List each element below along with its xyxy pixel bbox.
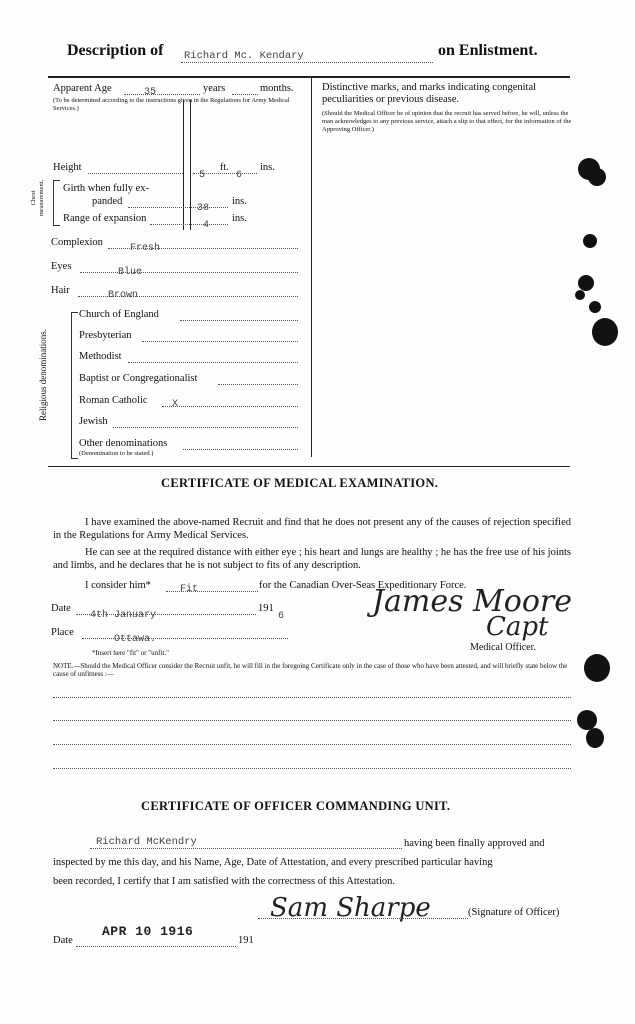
consider-suffix: for the Canadian Over-Seas Expeditionary Force.	[259, 580, 467, 591]
religion-item: Church of England	[79, 309, 159, 320]
punch-hole	[592, 318, 618, 346]
eyes-value: Blue	[118, 267, 143, 278]
medical-year-prefix: 191	[258, 603, 274, 614]
punch-hole	[586, 728, 604, 748]
commanding-recruit-name: Richard McKendry	[96, 836, 197, 848]
signature-officer-label: (Signature of Officer)	[468, 907, 560, 918]
unfit-line	[53, 697, 571, 698]
religion-dotted	[218, 384, 298, 385]
unfit-line	[53, 720, 571, 721]
ft-label: ft.	[220, 162, 229, 173]
range-dotted	[150, 224, 228, 225]
punch-hole	[588, 168, 606, 186]
unfit-line	[53, 768, 571, 769]
girth-label-2: panded	[92, 196, 123, 207]
religion-item: Jewish	[79, 416, 108, 427]
punch-hole	[589, 301, 601, 313]
section-rule	[48, 466, 570, 467]
years-label: years	[203, 83, 226, 94]
unfit-line	[53, 744, 571, 745]
girth-dotted	[128, 207, 228, 208]
chest-brace	[53, 180, 60, 226]
religion-brace	[71, 312, 78, 459]
religion-note: (Denomination to be stated.)	[79, 450, 154, 457]
religion-dotted	[142, 341, 298, 342]
insert-note: *Insert here "fit" or "unfit."	[92, 649, 169, 657]
marks-heading: Distinctive marks, and marks indicating congenital peculiarities or previous disease.	[322, 82, 537, 105]
complexion-value: Fresh	[130, 243, 161, 254]
range-ins-label: ins.	[232, 213, 247, 224]
commanding-date-dotted	[76, 946, 236, 947]
medical-note: NOTE.—Should the Medical Officer consider the Recruit unfit, he will fill in the foregoing Certificate only in the case of those who have been attested, and will briefly state below the cause of unfitness :—	[53, 662, 568, 678]
commanding-year-prefix: 191	[238, 935, 254, 946]
height-label: Height	[53, 162, 82, 173]
religion-item: Other denominations	[79, 438, 168, 449]
complexion-label: Complexion	[51, 237, 103, 248]
religion-side-label: Religious denominations.	[38, 329, 48, 421]
age-years-value: 35	[144, 87, 157, 98]
girth-ins-label: ins.	[232, 196, 247, 207]
medical-date-value: 4th January	[90, 610, 157, 621]
punch-hole	[583, 234, 597, 248]
medical-para-2: He can see at the required distance with either eye ; his heart and lungs are healthy ; he has the free use of his joints and limbs, and he declares that he is not subject to fits of any description.	[53, 547, 571, 571]
punch-hole	[578, 275, 594, 291]
consider-label: I consider him*	[85, 580, 151, 591]
medical-para-1: I have examined the above-named Recruit and find that he does not present any of the causes of rejection specified in the Regulations for Army Medical Services.	[53, 517, 571, 541]
religion-dotted	[128, 362, 298, 363]
hair-value: Brown	[108, 290, 139, 301]
commanding-date-label: Date	[53, 935, 73, 946]
commanding-heading: CERTIFICATE OF OFFICER COMMANDING UNIT.	[141, 799, 451, 813]
months-label: months.	[260, 83, 294, 94]
range-label: Range of expansion	[63, 213, 147, 224]
medical-place-value: Ottawa.	[114, 634, 157, 645]
medical-heading: CERTIFICATE OF MEDICAL EXAMINATION.	[161, 476, 439, 490]
commanding-officer-signature: Sam Sharpe	[270, 893, 431, 923]
hair-label: Hair	[51, 285, 70, 296]
religion-dotted	[162, 406, 298, 407]
religion-item: Roman Catholic	[79, 395, 148, 406]
recruit-name-typed: Richard Mc. Kendary	[184, 50, 304, 62]
consider-value: Fit	[180, 584, 199, 595]
religion-item: Baptist or Congregationalist	[79, 373, 198, 384]
medical-officer-rank: Capt	[486, 612, 549, 642]
girth-value: 38	[197, 203, 210, 214]
commanding-text-1: having been finally approved and	[404, 838, 545, 849]
girth-label-1: Girth when fully ex-	[63, 183, 150, 194]
height-in-value: 6	[236, 170, 243, 181]
punch-hole	[577, 710, 597, 730]
months-dotted	[232, 94, 258, 95]
center-divider	[311, 77, 312, 457]
commanding-name-dotted	[90, 848, 402, 849]
marks-note: (Should the Medical Officer be of opinion that the recruit has served before, he will, unless the man acknowledges to any previous service, attach a slip to that effect, for the information of the Approving Officer.)	[322, 110, 572, 133]
medical-place-dotted	[82, 638, 288, 639]
eyes-dotted	[80, 272, 298, 273]
medical-officer-signature: James Moore	[372, 584, 572, 619]
measure-col-right	[190, 100, 191, 230]
age-dotted	[124, 94, 200, 95]
medical-place-label: Place	[51, 627, 74, 638]
religion-item: Presbyterian	[79, 330, 132, 341]
religion-item: Methodist	[79, 351, 122, 362]
height-ft-value: 5	[199, 170, 206, 181]
commanding-text-3: been recorded, I certify that I am satisfied with the correctness of this Attestation.	[53, 876, 396, 887]
punch-hole	[584, 654, 610, 682]
medical-date-label: Date	[51, 603, 71, 614]
eyes-label: Eyes	[51, 261, 72, 272]
commanding-signature-dotted	[258, 918, 468, 919]
header-suffix: on Enlistment.	[438, 42, 538, 59]
commanding-text-2: inspected by me this day, and his Name, Age, Date of Attestation, and every prescribed particular having	[53, 857, 493, 868]
height-ins-label: ins.	[260, 162, 275, 173]
religion-mark: X	[172, 399, 179, 410]
punch-hole	[575, 290, 585, 300]
date-stamp: APR 10 1916	[102, 924, 194, 939]
chest-label: Chest measurement.	[30, 179, 45, 217]
header-prefix: Description of	[67, 42, 164, 59]
medical-officer-label: Medical Officer.	[470, 642, 536, 653]
religion-dotted	[180, 320, 298, 321]
medical-year-digit: 6	[278, 611, 285, 622]
religion-dotted	[113, 427, 298, 428]
measure-col-left	[183, 100, 184, 230]
top-rule	[48, 76, 570, 78]
name-dotted-line	[181, 62, 433, 63]
age-label: Apparent Age	[53, 83, 112, 94]
range-value: 4	[203, 220, 210, 231]
religion-dotted	[183, 449, 298, 450]
height-dotted	[88, 173, 183, 174]
age-note: (To be determined according to the instructions given in the Regulations for Army Medical Services.)	[53, 97, 290, 112]
